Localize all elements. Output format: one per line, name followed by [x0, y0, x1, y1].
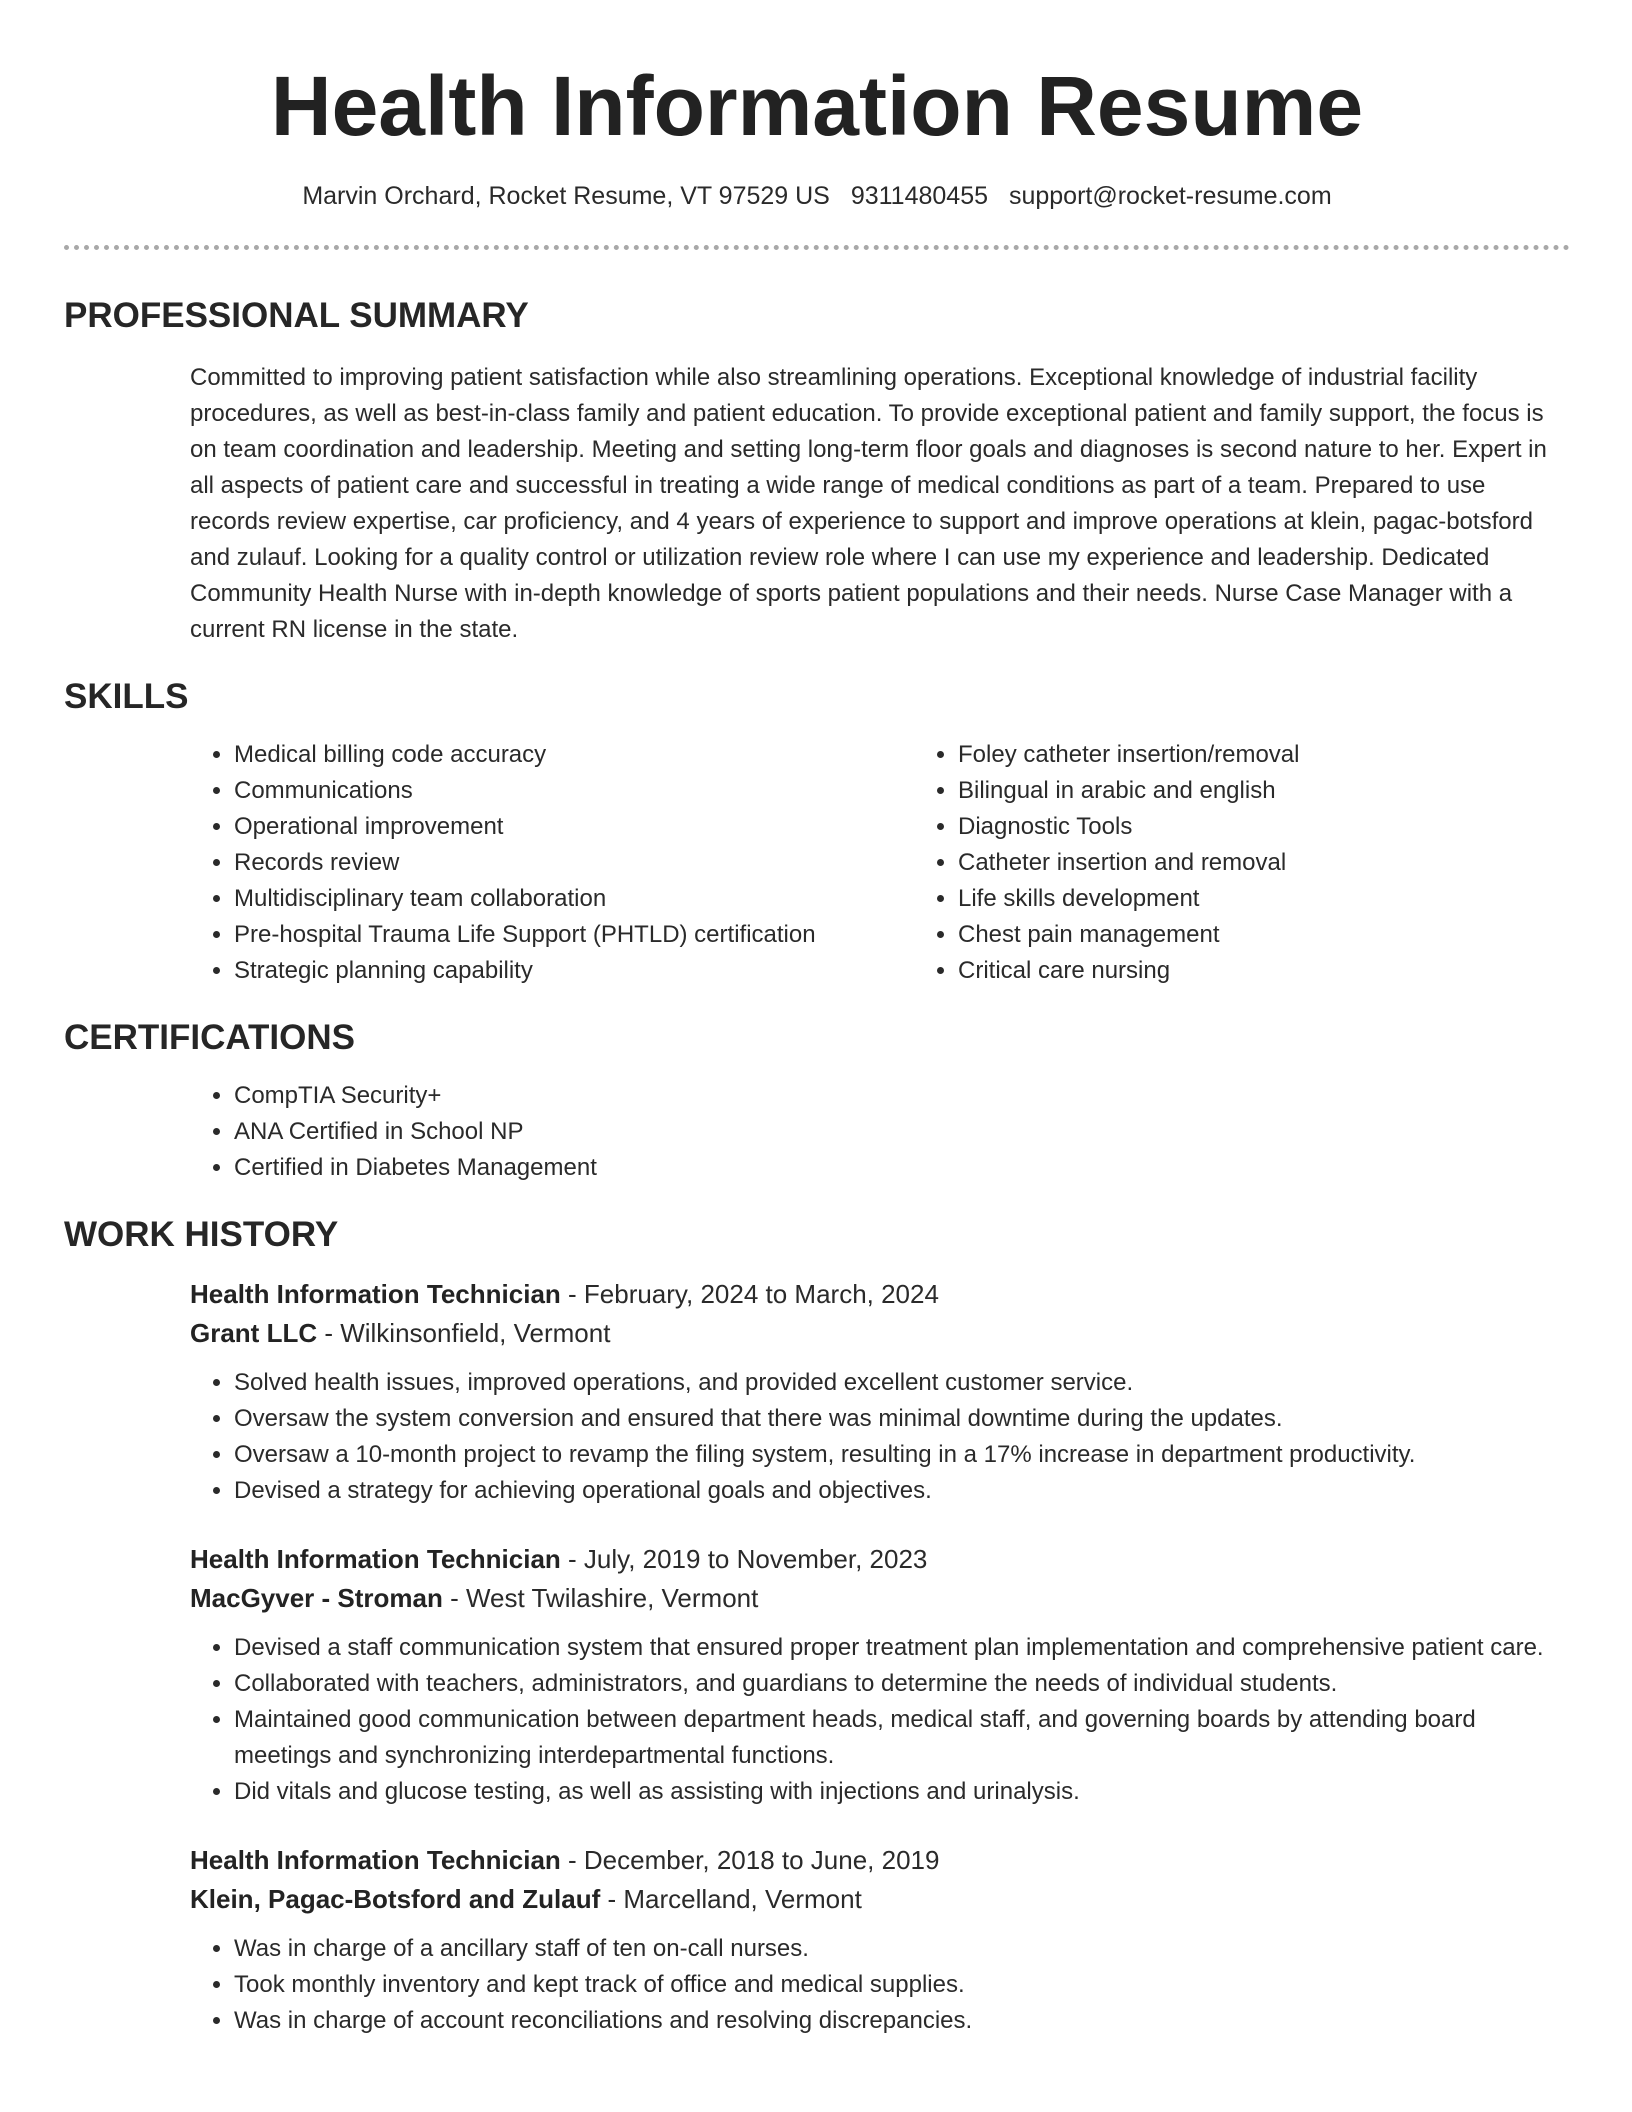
- skill-item: • Multidisciplinary team collaboration: [234, 881, 914, 917]
- job-location: - Marcelland, Vermont: [600, 1884, 862, 1914]
- job-company-line: [190, 1880, 1570, 1919]
- job-title: Health Information Technician: [190, 1544, 561, 1574]
- job-bullet: • Took monthly inventory and kept track of office and medical supplies.: [234, 1967, 1570, 2003]
- job-entry: [190, 1275, 1570, 1509]
- skill-item: • Strategic planning capability: [234, 953, 914, 989]
- job-dates: - December, 2018 to June, 2019: [560, 1845, 940, 1875]
- job-bullet: • Was in charge of account reconciliations and resolving discrepancies.: [234, 2003, 1570, 2039]
- job-entry: [190, 1540, 1570, 1810]
- skill-item: • Catheter insertion and removal: [958, 845, 1570, 881]
- summary-text: Committed to improving patient satisfaction while also streamlining operations. Exceptional knowledge of industrial facility procedures, as well as best-in-class family and patient education. To provide exceptional patient and family support, the focus is on team coordination and leadership. Meeting and setting long-term floor goals and diagnoses is second nature to her. Expert in all aspects of patient care and successful in treating a wide range of medical conditions as part of a team. Prepared to use records review expertise, car proficiency, and 4 years of experience to support and improve operations at klein, pagac-botsford and zulauf. Looking for a quality control or utilization review role where I can use my experience and leadership. Dedicated Community Health Nurse with in-depth knowledge of sports patient populations and their needs. Nurse Case Manager with a current RN license in the state.: [190, 364, 1547, 643]
- job-company: Grant LLC: [190, 1318, 318, 1348]
- job-company: Klein, Pagac-Botsford and Zulauf: [190, 1884, 601, 1914]
- job-bullets: [190, 1630, 1570, 1810]
- section-heading-work-history: WORK HISTORY: [64, 1215, 339, 1254]
- skills-columns: [190, 737, 1570, 989]
- certification-item: • Certified in Diabetes Management: [234, 1150, 1570, 1186]
- job-title-line: [190, 1841, 1570, 1880]
- skill-item: • Records review: [234, 845, 914, 881]
- certifications-list: [190, 1078, 1570, 1186]
- job-bullet: • Collaborated with teachers, administrators, and guardians to determine the needs of individual students.: [234, 1666, 1570, 1702]
- job-location: - Wilkinsonfield, Vermont: [317, 1318, 611, 1348]
- job-bullet: • Was in charge of a ancillary staff of ten on-call nurses.: [234, 1931, 1570, 1967]
- contact-address: Marvin Orchard, Rocket Resume, VT 97529 US: [302, 182, 830, 210]
- contact-phone: 9311480455: [850, 182, 988, 210]
- job-dates: - July, 2019 to November, 2023: [560, 1544, 928, 1574]
- job-bullet: • Solved health issues, improved operations, and provided excellent customer service.: [234, 1365, 1570, 1401]
- job-title-line: [190, 1540, 1570, 1579]
- job-company-line: [190, 1314, 1570, 1353]
- job-title: Health Information Technician: [190, 1845, 561, 1875]
- job-company-line: [190, 1579, 1570, 1618]
- certification-item: • CompTIA Security+: [234, 1078, 1570, 1114]
- section-heading-skills: SKILLS: [64, 677, 189, 716]
- skills-list-left: [190, 737, 914, 989]
- job-bullet: • Did vitals and glucose testing, as well as assisting with injections and urinalysis.: [234, 1774, 1570, 1810]
- resume-title: Health Information Resume: [270, 59, 1364, 153]
- skill-item: • Communications: [234, 773, 914, 809]
- job-bullet: • Oversaw a 10-month project to revamp the filing system, resulting in a 17% increase in department productivity.: [234, 1437, 1570, 1473]
- resume-page: [64, 0, 1570, 2039]
- job-bullet: • Oversaw the system conversion and ensured that there was minimal downtime during the updates.: [234, 1401, 1570, 1437]
- skill-item: • Life skills development: [958, 881, 1570, 917]
- job-bullets: [190, 1365, 1570, 1509]
- job-bullet: • Devised a staff communication system that ensured proper treatment plan implementation and comprehensive patient care.: [234, 1630, 1570, 1666]
- job-bullets: [190, 1931, 1570, 2039]
- certification-item: • ANA Certified in School NP: [234, 1114, 1570, 1150]
- skill-item: • Foley catheter insertion/removal: [958, 737, 1570, 773]
- contact-email: support@rocket-resume.com: [1008, 182, 1332, 210]
- skill-item: • Chest pain management: [958, 917, 1570, 953]
- skill-item: • Critical care nursing: [958, 953, 1570, 989]
- skill-item: • Medical billing code accuracy: [234, 737, 914, 773]
- section-heading-certifications: CERTIFICATIONS: [64, 1018, 356, 1057]
- job-entry: [190, 1841, 1570, 2039]
- job-title-line: [190, 1275, 1570, 1314]
- job-bullet: • Maintained good communication between department heads, medical staff, and governing boards by attending board meetings and synchronizing interdepartmental functions.: [234, 1702, 1570, 1774]
- skill-item: • Pre-hospital Trauma Life Support (PHTLD) certification: [234, 917, 914, 953]
- contact-line: [64, 180, 1570, 212]
- job-bullet: • Devised a strategy for achieving operational goals and objectives.: [234, 1473, 1570, 1509]
- job-company: MacGyver - Stroman: [190, 1583, 443, 1613]
- skill-item: • Diagnostic Tools: [958, 809, 1570, 845]
- job-dates: - February, 2024 to March, 2024: [560, 1279, 939, 1309]
- header-divider: [64, 245, 1570, 250]
- skill-item: • Operational improvement: [234, 809, 914, 845]
- job-location: - West Twilashire, Vermont: [442, 1583, 759, 1613]
- skills-list-right: [914, 737, 1570, 989]
- skill-item: • Bilingual in arabic and english: [958, 773, 1570, 809]
- section-heading-summary: PROFESSIONAL SUMMARY: [64, 296, 529, 335]
- job-title: Health Information Technician: [190, 1279, 561, 1309]
